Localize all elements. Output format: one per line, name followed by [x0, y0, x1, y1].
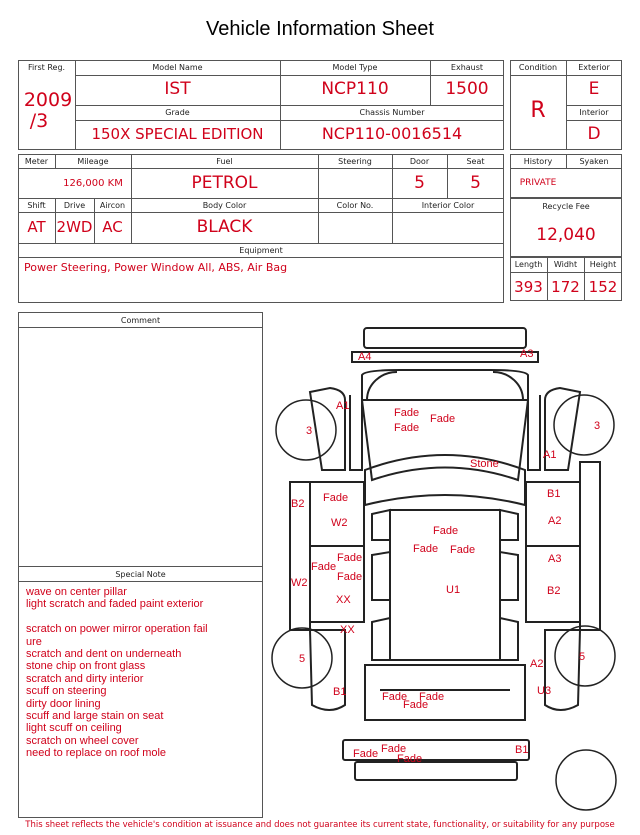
mark-wheel-rr: 5: [579, 651, 586, 663]
aircon-label: Aircon: [99, 201, 126, 210]
seat-label: Seat: [466, 157, 485, 166]
mark-fade-r3: Fade: [403, 699, 429, 711]
special-note-label: Special Note: [115, 570, 166, 579]
special-note-item: light scratch and faded paint exterior: [26, 598, 204, 611]
special-note-item: stone chip on front glass: [26, 660, 146, 673]
exhaust-label: Exhaust: [450, 63, 484, 72]
model-type-value: NCP110: [321, 79, 389, 99]
special-note-item: scratch and dirty interior: [26, 672, 144, 685]
history-value: PRIVATE: [519, 178, 557, 188]
mileage-label: Mileage: [77, 157, 109, 166]
mark-w2-lfd: W2: [331, 517, 348, 529]
mileage-value: 126,000 KM: [63, 178, 123, 189]
exterior-value: E: [588, 79, 600, 99]
mark-xx-2: XX: [340, 624, 355, 636]
mark-a3-right: A3: [548, 553, 562, 565]
exhaust-value: 1500: [445, 79, 489, 99]
mark-a2-rr: A2: [530, 658, 544, 670]
mark-wheel-fr: 3: [594, 420, 601, 432]
mark-fade-b1: Fade: [353, 748, 379, 760]
door-value: 5: [414, 173, 425, 193]
width-value: 172: [551, 278, 580, 296]
length-label: Length: [514, 260, 543, 269]
special-note-item: need to replace on roof mole: [26, 747, 167, 760]
first-reg-year: 2009: [23, 89, 73, 111]
mark-fade-l1: Fade: [337, 552, 363, 564]
mark-fade-3: Fade: [430, 413, 456, 425]
height-label: Height: [589, 260, 617, 269]
special-note-item: scuff and large stain on seat: [26, 709, 164, 722]
special-note-item: dirty door lining: [26, 697, 101, 710]
steering-label: Steering: [338, 157, 372, 166]
model-name-label: Model Name: [152, 63, 203, 72]
fuel-label: Fuel: [216, 157, 233, 166]
special-note-item: scratch on power mirror operation fail: [26, 623, 208, 636]
shift-value: AT: [27, 218, 46, 236]
shift-label: Shift: [27, 201, 46, 210]
mark-fade-r2: Fade: [419, 691, 445, 703]
mark-b1-rfd: B1: [547, 488, 561, 500]
condition-label: Condition: [518, 63, 558, 72]
mark-fade-r1: Fade: [382, 691, 408, 703]
disclaimer-footer: This sheet reflects the vehicle's condition at issuance and does not guarantee its current state, functionality, or suitability for any purpose: [25, 820, 615, 830]
body-color-value: BLACK: [196, 217, 253, 237]
mark-fade-l2: Fade: [311, 561, 337, 573]
syaken-label: Syaken: [579, 157, 609, 166]
mark-b1-left: B1: [333, 686, 347, 698]
body-color-label: Body Color: [202, 201, 247, 210]
mark-fade-1: Fade: [394, 407, 420, 419]
drive-value: 2WD: [56, 218, 93, 236]
history-label: History: [523, 157, 553, 166]
chassis-number-label: Chassis Number: [359, 108, 425, 117]
fuel-value: PETROL: [191, 173, 258, 193]
meter-label: Meter: [24, 157, 49, 166]
width-label: Widht: [553, 260, 578, 269]
equipment-value: Power Steering, Power Window All, ABS, Air Bag: [24, 261, 288, 274]
mark-wheel-fl: 3: [306, 425, 313, 437]
mark-u1: U1: [446, 584, 461, 596]
model-name-value: IST: [164, 79, 191, 99]
mark-w2-left: W2: [291, 577, 308, 589]
chassis-number-value: NCP110-0016514: [321, 124, 463, 143]
special-note-item: scratch and dent on underneath: [26, 647, 182, 660]
equipment-label: Equipment: [239, 246, 283, 255]
mark-fade-2: Fade: [394, 422, 420, 434]
mark-fade-b2: Fade: [381, 743, 407, 755]
interior-color-label: Interior Color: [421, 201, 475, 210]
mark-a4: A4: [358, 351, 372, 363]
mark-fade-b3: Fade: [397, 753, 423, 765]
mark-a2-rfd: A2: [548, 515, 562, 527]
vehicle-damage-diagram: [270, 318, 630, 818]
comment-label: Comment: [120, 316, 161, 325]
special-note-item: light scuff on ceiling: [26, 722, 122, 735]
door-label: Door: [409, 157, 430, 166]
mark-fade-l3: Fade: [337, 571, 363, 583]
drive-label: Drive: [63, 201, 86, 210]
mark-a3-front: A3: [520, 348, 534, 360]
color-no-label: Color No.: [336, 201, 374, 210]
special-note-item: [26, 611, 208, 623]
special-note-item: ure: [26, 635, 42, 648]
mark-b1-rear: B1: [515, 744, 529, 756]
mark-wheel-rl: 5: [299, 653, 306, 665]
first-reg-month: /3: [29, 110, 49, 132]
exterior-label: Exterior: [578, 63, 610, 72]
grade-value: 150X SPECIAL EDITION: [91, 125, 264, 143]
mark-a1-left: A1: [336, 400, 350, 412]
grade-label: Grade: [165, 108, 190, 117]
mark-b2-left: B2: [291, 498, 305, 510]
mark-a1-right: A1: [543, 449, 557, 461]
mark-fade-lfd: Fade: [323, 492, 349, 504]
mark-u3: U3: [537, 685, 552, 697]
mark-fade-c3: Fade: [450, 544, 476, 556]
model-type-label: Model Type: [332, 63, 378, 72]
special-note-item: scuff on steering: [26, 685, 107, 698]
mark-b2-right: B2: [547, 585, 561, 597]
special-note-item: wave on center pillar: [26, 586, 127, 598]
mark-fade-c2: Fade: [413, 543, 439, 555]
aircon-value: AC: [102, 218, 123, 236]
mark-xx-1: XX: [336, 594, 351, 606]
seat-value: 5: [470, 173, 481, 193]
special-notes-list: [26, 586, 208, 759]
recycle-fee-label: Recycle Fee: [542, 202, 590, 211]
recycle-fee-value: 12,040: [536, 225, 596, 245]
first-reg-label: First Reg.: [27, 63, 66, 72]
height-value: 152: [588, 278, 618, 296]
page-title: Vehicle Information Sheet: [206, 18, 434, 40]
interior-label: Interior: [579, 108, 609, 117]
interior-value: D: [587, 124, 601, 144]
mark-fade-c1: Fade: [433, 525, 459, 537]
special-note-item: scratch on wheel cover: [26, 734, 139, 747]
length-value: 393: [514, 278, 543, 296]
condition-value: R: [530, 98, 546, 123]
mark-stone: Stone: [470, 458, 499, 470]
